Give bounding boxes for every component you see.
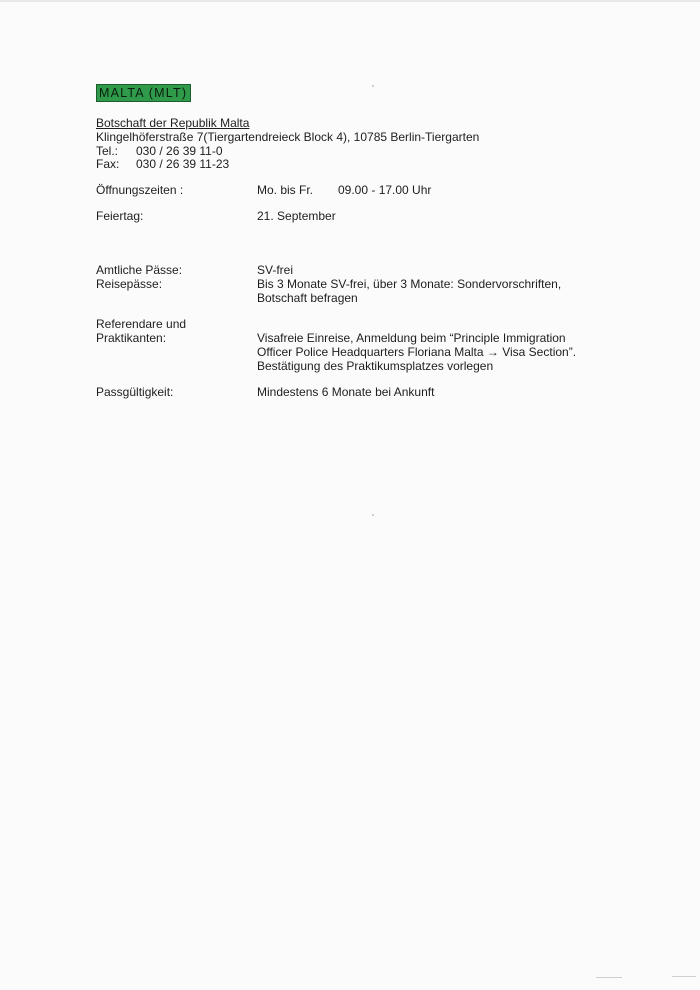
passport-validity-label: Passgültigkeit: xyxy=(96,385,174,399)
tel-label: Tel.: xyxy=(96,144,119,158)
travel-passports-value: Bis 3 Monate SV-frei, über 3 Monate: Sondervorschriften, Botschaft befragen xyxy=(257,277,562,305)
official-passports-value: SV-frei xyxy=(257,263,294,277)
embassy-address: Klingelhöferstraße 7(Tiergartendreieck Block 4), 10785 Berlin-Tiergarten xyxy=(96,130,480,144)
trainees-value-line3: Bestätigung des Praktikumsplatzes vorlegen xyxy=(257,359,494,373)
scan-speck xyxy=(372,85,374,87)
official-passports-label: Amtliche Pässe: xyxy=(96,263,183,277)
trainees-label-line1: Referendare und xyxy=(96,317,187,331)
scan-line xyxy=(596,977,622,978)
scan-edge xyxy=(0,0,700,2)
trainees-value-line2: Officer Police Headquarters Floriana Malta → Visa Section”. xyxy=(257,345,577,359)
country-title: MALTA (MLT) xyxy=(96,84,191,102)
opening-hours-days: Mo. bis Fr. xyxy=(257,183,314,197)
travel-passports-label: Reisepässe: xyxy=(96,277,163,291)
passport-validity-value: Mindestens 6 Monate bei Ankunft xyxy=(257,385,435,399)
trainees-label-line2: Praktikanten: xyxy=(96,331,167,345)
opening-hours-label: Öffnungszeiten : xyxy=(96,183,184,197)
opening-hours-times: 09.00 - 17.00 Uhr xyxy=(338,183,432,197)
holiday-label: Feiertag: xyxy=(96,209,144,223)
fax-value: 030 / 26 39 11-23 xyxy=(136,157,230,171)
embassy-name: Botschaft der Republik Malta xyxy=(96,116,250,130)
scan-speck xyxy=(372,514,374,516)
fax-label: Fax: xyxy=(96,157,120,171)
holiday-value: 21. September xyxy=(257,209,336,223)
trainees-value-line1: Visafreie Einreise, Anmeldung beim “Principle Immigration xyxy=(257,331,566,345)
tel-value: 030 / 26 39 11-0 xyxy=(136,144,223,158)
scan-line xyxy=(672,976,696,977)
